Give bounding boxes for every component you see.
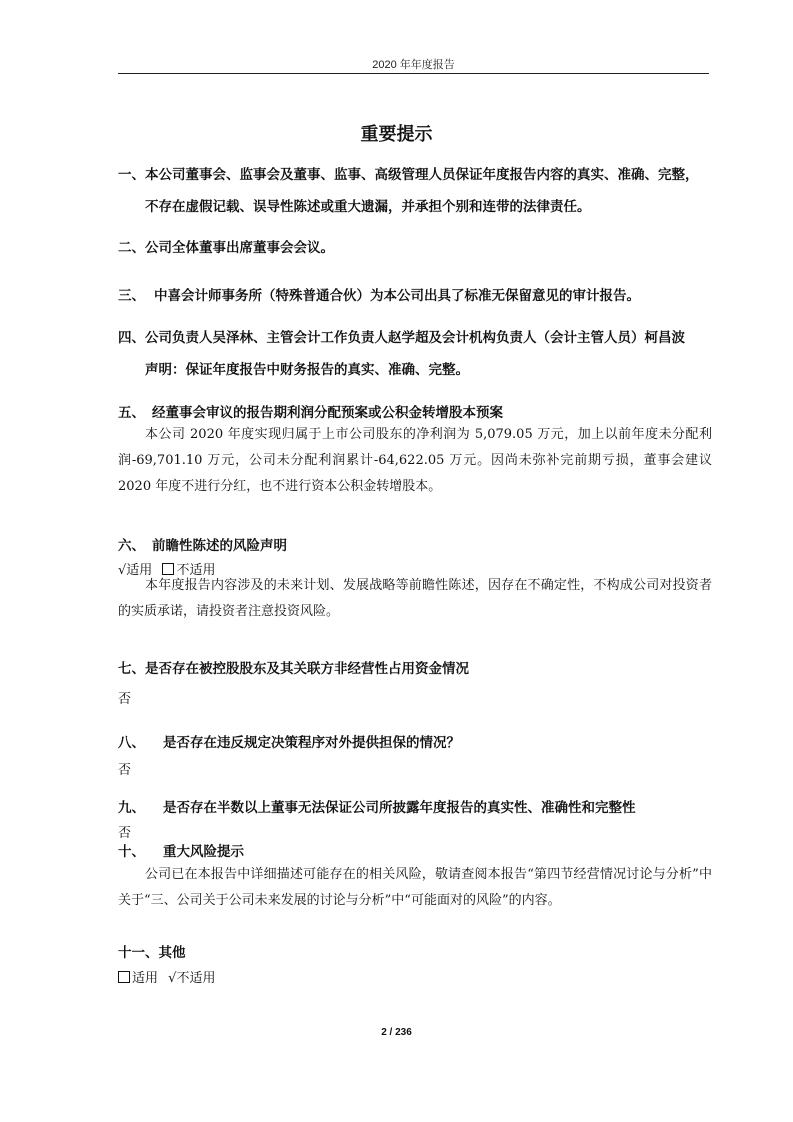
section-5-body: 本公司 2020 年度实现归属于上市公司股东的净利润为 5,079.05 万元，加上以前年度未分配利润-69,701.10 万元，公司未分配利润累计-64,622.05 万元。因尚未弥补完前期亏损，董事会建议 2020 年度不进行分红，也不进行资本公积金转增股本。	[118, 427, 712, 494]
section-9-answer: 否	[118, 826, 132, 841]
section-4	[118, 326, 685, 378]
section-11-heading	[118, 941, 186, 961]
section-6-title: 前瞻性陈述的风险声明	[152, 538, 287, 554]
section-7-answer: 否	[118, 692, 132, 707]
section-11-applicable-option: 适用	[132, 971, 159, 986]
section-1	[118, 163, 699, 215]
section-5-number: 五、	[118, 405, 145, 421]
section-3	[118, 284, 640, 304]
section-8-answer: 否	[118, 763, 132, 778]
section-6-not-applicable-option: 不适用	[176, 563, 216, 578]
unchecked-checkbox-icon	[118, 971, 130, 983]
section-11-number: 十一、	[118, 945, 159, 961]
section-10-heading	[118, 840, 244, 860]
section-6-body: 本年度报告内容涉及的未来计划、发展战略等前瞻性陈述，因存在不确定性，不构成公司对投资者的实质承诺，请投资者注意投资风险。	[118, 578, 712, 619]
section-11-applicability	[118, 967, 215, 986]
section-7-title: 是否存在被控股股东及其关联方非经营性占用资金情况	[145, 661, 469, 677]
section-8-title: 是否存在违反规定决策程序对外提供担保的情况？	[163, 735, 460, 751]
section-9-heading	[118, 796, 636, 816]
page-title: 重要提示	[360, 124, 433, 145]
section-9-number: 九、	[118, 800, 145, 816]
section-8-heading	[118, 731, 460, 751]
section-11-title: 其他	[158, 945, 186, 961]
section-2-number: 二、	[118, 240, 145, 256]
section-10-number: 十、	[118, 844, 145, 860]
section-4-line1: 公司负责人吴泽林、主管会计工作负责人赵学超及会计机构负责人（会计主管人员）柯昌波	[145, 330, 685, 346]
section-7-heading	[118, 657, 469, 677]
section-4-number: 四、	[118, 330, 145, 346]
section-3-text: 中喜会计师事务所（特殊普通合伙）为本公司出具了标准无保留意见的审计报告。	[154, 288, 640, 304]
section-8-number: 八、	[118, 735, 145, 751]
section-6-heading	[118, 534, 287, 554]
section-10-body: 公司已在本报告中详细描述可能存在的相关风险，敬请查阅本报告“第四节经营情况讨论与分析”中关于“三、公司关于公司未来发展的讨论与分析”中“可能面对的风险”的内容。	[118, 867, 712, 908]
section-5-heading	[118, 401, 503, 421]
section-4-line2: 声明：保证年度报告中财务报告的真实、准确、完整。	[145, 362, 469, 378]
section-3-number: 三、	[118, 288, 145, 304]
section-5-title: 经董事会审议的报告期利润分配预案或公积金转增股本预案	[152, 405, 503, 421]
section-9-title: 是否存在半数以上董事无法保证公司所披露年度报告的真实性、准确性和完整性	[163, 800, 636, 816]
section-6-number: 六、	[118, 538, 145, 554]
section-1-line1: 本公司董事会、监事会及董事、监事、高级管理人员保证年度报告内容的真实、准确、完整，	[145, 167, 699, 183]
page-number: 2 / 236	[381, 1027, 412, 1038]
section-1-line2: 不存在虚假记载、误导性陈述或重大遗漏，并承担个别和连带的法律责任。	[145, 199, 591, 215]
section-1-number: 一、	[118, 167, 145, 183]
section-6-applicable-option: √适用	[118, 563, 153, 578]
section-10-title: 重大风险提示	[163, 844, 244, 860]
header-divider	[118, 73, 709, 74]
section-11-not-applicable-option: √不适用	[168, 971, 216, 986]
running-header: 2020 年年度报告	[372, 59, 455, 71]
section-2-text: 公司全体董事出席董事会会议。	[145, 240, 334, 256]
section-2	[118, 236, 334, 256]
section-7-number: 七、	[118, 661, 145, 677]
